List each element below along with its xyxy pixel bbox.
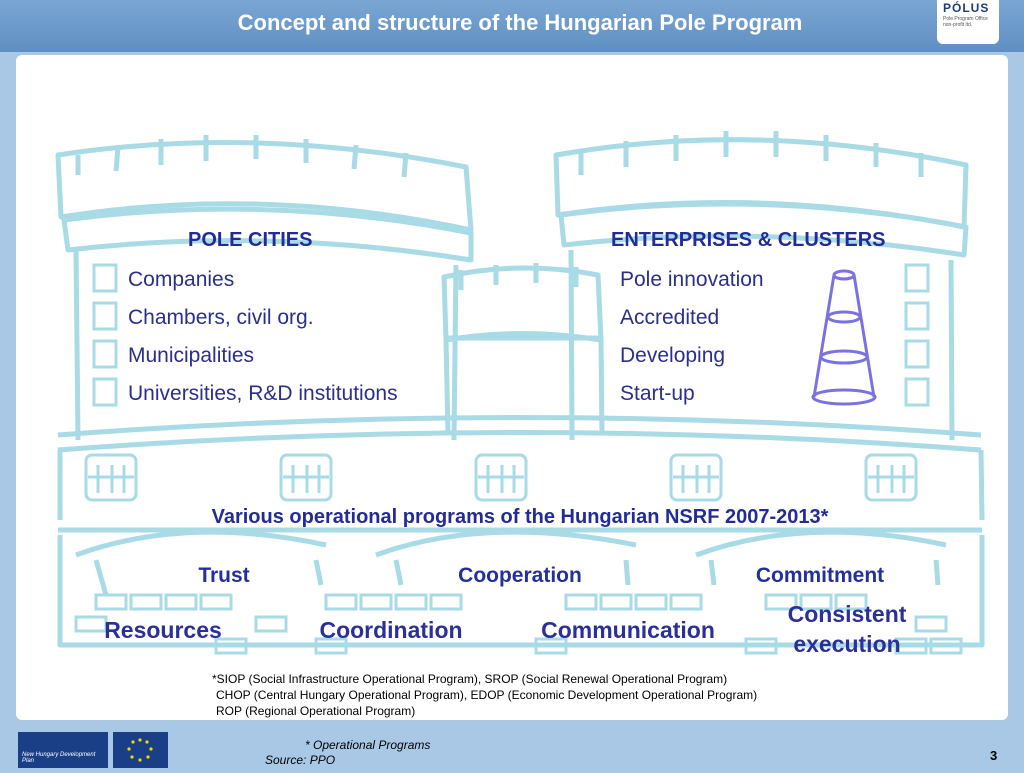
- pole-city-item: Universities, R&D institutions: [128, 382, 398, 405]
- foundation-communication: Communication: [541, 617, 715, 643]
- pole-city-item: Companies: [128, 268, 235, 291]
- value-cooperation: Cooperation: [458, 564, 582, 587]
- pole-city-item: Chambers, civil org.: [128, 306, 314, 329]
- pole-cities-heading: POLE CITIES: [188, 229, 313, 251]
- enterprise-item: Start-up: [620, 382, 695, 405]
- foundation-coordination: Coordination: [319, 617, 463, 643]
- enterprises-heading: ENTERPRISES & CLUSTERS: [611, 229, 886, 251]
- enterprise-item: Developing: [620, 344, 726, 367]
- enterprise-item: Pole innovation: [620, 268, 764, 291]
- ndp-logo: [18, 732, 108, 768]
- source-note: Source: PPO: [265, 753, 336, 767]
- eu-flag-icon: [113, 732, 168, 768]
- value-trust: Trust: [198, 564, 250, 587]
- footnote-line: *SIOP (Social Infrastructure Operational Program), SROP (Social Renewal Operational Program): [212, 672, 728, 686]
- programs-heading: Various operational programs of the Hungarian NSRF 2007-2013*: [211, 506, 829, 528]
- value-commitment: Commitment: [755, 564, 885, 587]
- page-number: 3: [990, 748, 998, 763]
- polus-logo: [937, 0, 999, 44]
- bottom-note: * Operational Programs: [305, 738, 431, 752]
- enterprise-item: Accredited: [620, 306, 720, 329]
- pole-city-item: Municipalities: [128, 344, 255, 367]
- ndp-logo-text: New Hungary Development Plan: [22, 752, 96, 764]
- page-title: Concept and structure of the Hungarian Pole Program: [237, 10, 803, 35]
- footnote-line: ROP (Regional Operational Program): [216, 704, 416, 718]
- logo-name: PÓLUS: [943, 1, 990, 15]
- logo-subtext: Pole Program Office non-profit ltd.: [943, 16, 988, 28]
- foundation-consistent-execution: Consistent execution: [787, 601, 907, 657]
- foundation-resources: Resources: [104, 617, 222, 643]
- footnote-line: CHOP (Central Hungary Operational Program), EDOP (Economic Development Operational Program): [216, 688, 758, 702]
